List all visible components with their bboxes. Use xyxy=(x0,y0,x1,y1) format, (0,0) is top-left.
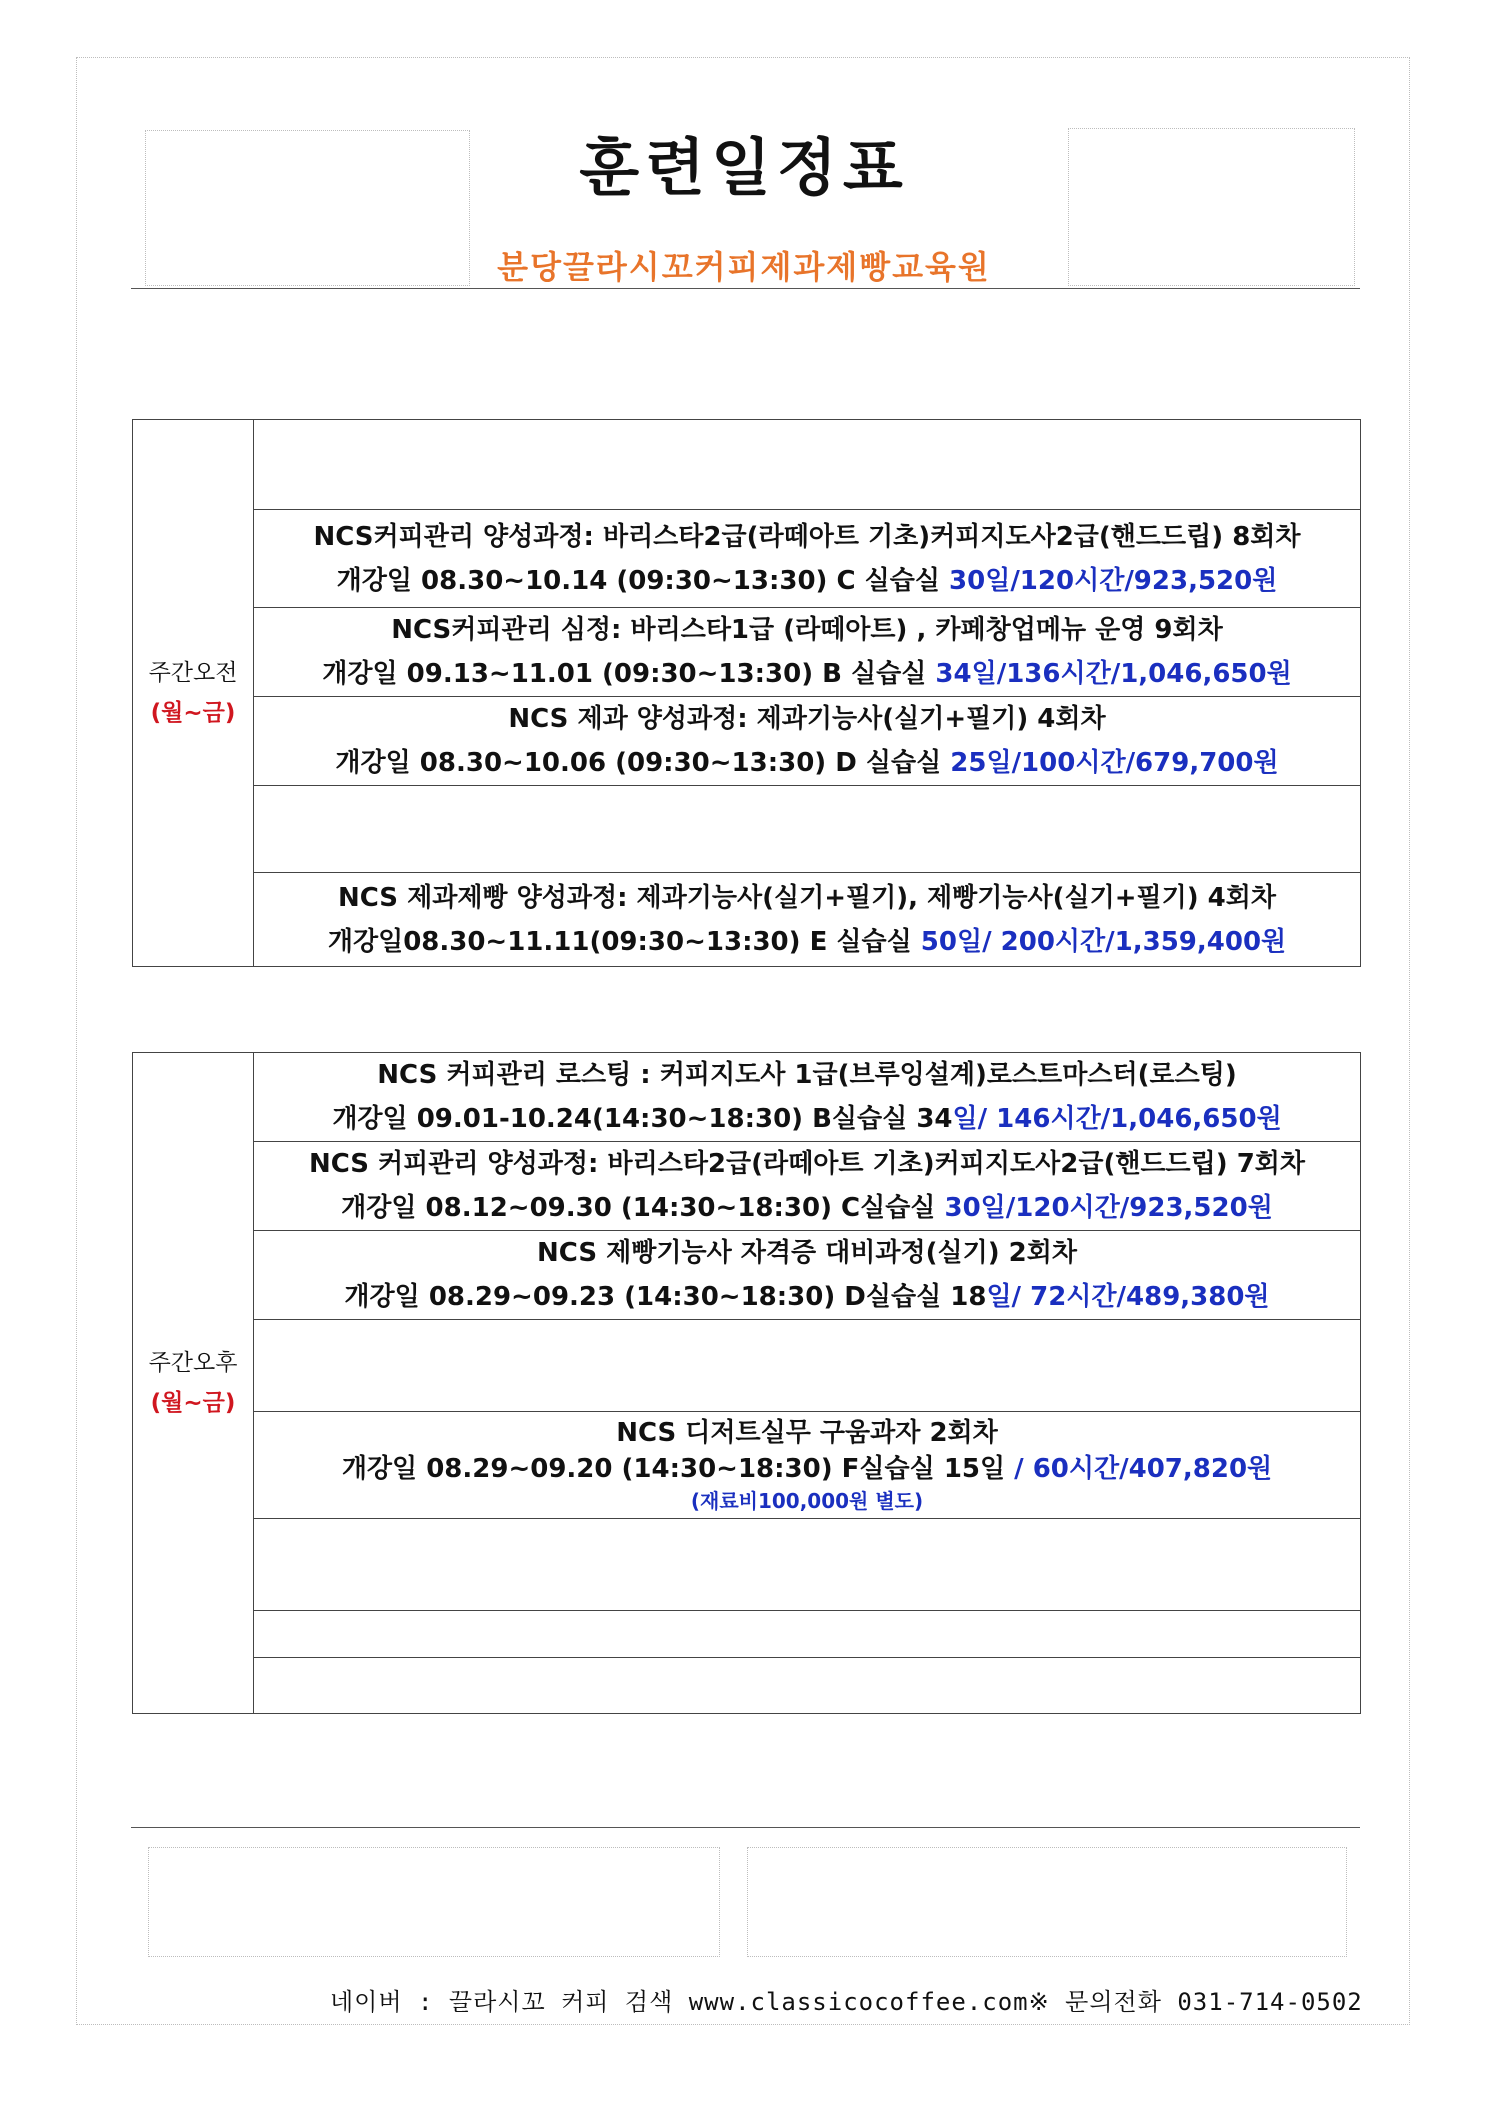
schedule-text: 개강일 08.29~09.23 (14:30~18:30) D실습실 18 xyxy=(344,1282,987,1312)
course-summary: 30일/120시간/923,520원 xyxy=(949,565,1278,596)
course-name: NCS 제빵기능사 자격증 대비과정(실기) 2회차 xyxy=(537,1238,1077,1268)
course-name: NCS 디저트실무 구움과자 2회차 xyxy=(616,1418,998,1448)
morning-schedule-table xyxy=(132,419,1361,967)
course-cell xyxy=(254,1053,1361,1142)
course-cell xyxy=(254,608,1361,697)
schedule-text: 개강일 08.30~10.14 (09:30~13:30) C 실습실 xyxy=(336,565,950,596)
course-schedule xyxy=(254,920,1360,964)
schedule-text: 개강일 08.12~09.30 (14:30~18:30) C실습실 xyxy=(341,1193,945,1223)
page-border xyxy=(76,57,1410,2025)
course-schedule xyxy=(254,1451,1360,1487)
course-name: NCS 제과 양성과정: 제과기능사(실기+필기) 4회차 xyxy=(508,704,1106,734)
course-cell xyxy=(254,1412,1361,1519)
course-schedule xyxy=(254,652,1360,696)
course-name: NCS 커피관리 로스팅 : 커피지도사 1급(브루잉설계)로스트마스터(로스팅) xyxy=(377,1060,1237,1090)
footer-divider xyxy=(131,1827,1360,1828)
course-summary: 30일/120시간/923,520원 xyxy=(944,1193,1273,1223)
course-name: NCS 커피관리 양성과정: 바리스타2급(라떼아트 기초)커피지도사2급(핸드드립) 7회차 xyxy=(308,1149,1306,1179)
course-name: NCS커피관리 양성과정: 바리스타2급(라떼아트 기초)커피지도사2급(핸드드립) 8회차 xyxy=(313,521,1301,552)
empty-row xyxy=(254,1611,1361,1658)
course-cell xyxy=(254,873,1361,967)
course-name: NCS 제과제빵 양성과정: 제과기능사(실기+필기), 제빵기능사(실기+필기) 4회차 xyxy=(337,882,1277,913)
afternoon-label: 주간오후 xyxy=(148,1350,238,1376)
morning-label: 주간오전 xyxy=(148,660,238,686)
afternoon-label-cell xyxy=(133,1053,254,1714)
course-name: NCS커피관리 심정: 바리스타1급 (라떼아트) , 카페창업메뉴 운영 9회차 xyxy=(391,615,1223,645)
footer-left-box xyxy=(148,1847,720,1957)
page-title: 훈련일정표 xyxy=(579,131,909,204)
course-summary: / 60시간/407,820원 xyxy=(1014,1454,1273,1484)
course-schedule xyxy=(254,1186,1360,1230)
footer-right-box xyxy=(747,1847,1347,1957)
header-divider xyxy=(131,288,1360,289)
schedule-text: 개강일 09.13~11.01 (09:30~13:30) B 실습실 xyxy=(322,659,936,689)
footer-contact: 네이버 : 끌라시꼬 커피 검색 www.classicocoffee.com※ 문의전화 031-714-0502 xyxy=(330,1988,1363,2016)
course-schedule xyxy=(254,741,1360,785)
empty-row xyxy=(254,1519,1361,1611)
course-summary: 일/ 146시간/1,046,650원 xyxy=(952,1104,1282,1134)
empty-row xyxy=(254,1320,1361,1412)
course-summary: 34일/136시간/1,046,650원 xyxy=(935,659,1292,689)
schedule-text: 개강일 08.29~09.20 (14:30~18:30) F실습실 15일 xyxy=(341,1454,1015,1484)
afternoon-days: (월~금) xyxy=(150,1390,236,1416)
schedule-text: 개강일 09.01-10.24(14:30~18:30) B실습실 34 xyxy=(332,1104,953,1134)
course-schedule xyxy=(254,559,1360,603)
course-summary: 50일/ 200시간/1,359,400원 xyxy=(920,926,1287,957)
schedule-text: 개강일 08.30~10.06 (09:30~13:30) D 실습실 xyxy=(335,748,951,778)
empty-row xyxy=(254,1658,1361,1714)
course-schedule xyxy=(254,1275,1360,1319)
course-cell xyxy=(254,697,1361,786)
material-fee-note: (재료비100,000원 별도) xyxy=(690,1489,924,1513)
course-schedule xyxy=(254,1097,1360,1141)
afternoon-schedule-table xyxy=(132,1052,1361,1714)
morning-days: (월~금) xyxy=(150,700,236,726)
course-cell xyxy=(254,510,1361,608)
schedule-text: 개강일08.30~11.11(09:30~13:30) E 실습실 xyxy=(327,926,921,957)
morning-label-cell xyxy=(133,420,254,967)
empty-row xyxy=(254,420,1361,510)
school-name: 분당끌라시꼬커피제과제빵교육원 xyxy=(497,248,991,286)
empty-row xyxy=(254,786,1361,873)
course-cell xyxy=(254,1142,1361,1231)
course-cell xyxy=(254,1231,1361,1320)
course-summary: 25일/100시간/679,700원 xyxy=(950,748,1279,778)
course-summary: 일/ 72시간/489,380원 xyxy=(986,1282,1270,1312)
